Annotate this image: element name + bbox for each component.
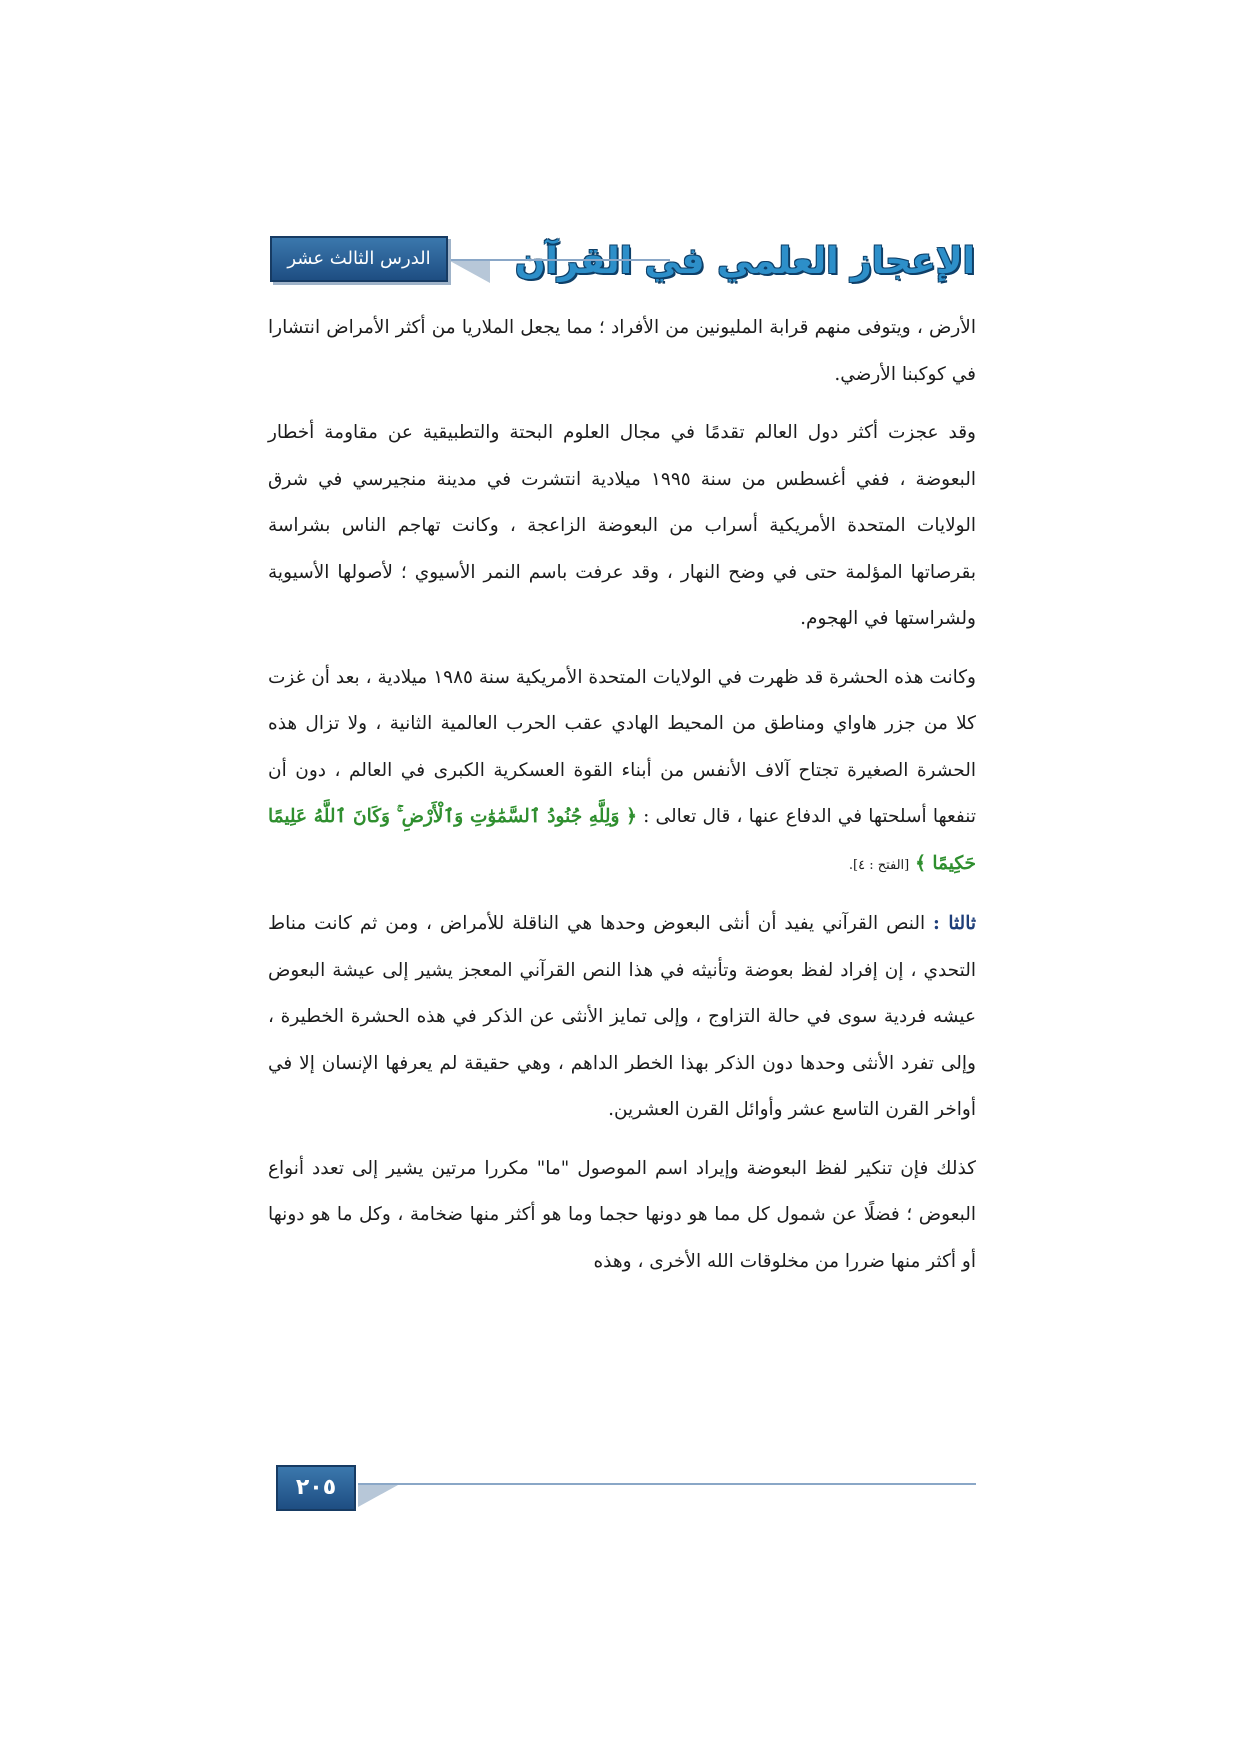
footer-divider-shade xyxy=(358,1485,398,1507)
paragraph-2: وقد عجزت أكثر دول العالم تقدمًا في مجال العلوم البحتة والتطبيقية عن مقاومة أخطار البعوضة ، ففي أغسطس من سنة ١٩٩٥ ميلادية انتشرت في مدينة منجيرسي في شرق الولايات المتحدة الأمريكية أسراب من البعوضة الزاعجة ، وكانت تهاجم الناس بشراسة بقرصاتها المؤلمة حتى في وضح النهار ، وقد عرفت باسم النمر الأسيوي ؛ لأصولها الأسيوية ولشراستها في الهجوم. xyxy=(268,422,976,629)
paragraph-5: كذلك فإن تنكير لفظ البعوضة وإيراد اسم الموصول "ما" مكررا مرتين يشير إلى تعدد أنواع البعوض ؛ فضلًا عن شمول كل مما هو دونها حجما وما هو أكثر منها ضخامة ، وكل ما هو دونها أو أكثر منها ضررا من مخلوقات الله الأخرى ، وهذه xyxy=(268,1157,976,1272)
lesson-label: الدرس الثالث عشر xyxy=(287,248,431,269)
page-number: ٢٠٥ xyxy=(295,1475,337,1500)
page-number-badge xyxy=(276,1465,356,1511)
header-divider-shade xyxy=(450,261,490,283)
paragraph-3-text: وكانت هذه الحشرة قد ظهرت في الولايات المتحدة الأمريكية سنة ١٩٨٥ ميلادية ، بعد أن غزت كلا من جزر هاواي ومناطق من المحيط الهادي عقب الحرب العالمية الثانية ، ولا تزال هذه الحشرة الصغيرة تجتاح آلاف الأنفس من أبناء القوة العسكرية الكبرى في العالم ، دون أن تنفعها أسلحتها في الدفاع عنها ، قال تعالى : xyxy=(268,666,976,827)
lesson-badge xyxy=(270,236,448,282)
paragraph-4-lead: ثالثا : xyxy=(933,913,976,934)
page-footer xyxy=(276,1475,976,1543)
paragraph-4-text: النص القرآني يفيد أن أنثى البعوض وحدها هي الناقلة للأمراض ، ومن ثم كانت مناط التحدي ، إن إفراد لفظ بعوضة وتأنيثه في هذا النص القرآني المعجز يشير إلى عيشة البعوض عيشه فردية سوى في حالة التزاوج ، وإلى تمايز الأنثى عن الذكر في هذه الحشرة الخطيرة ، وإلى تفرد الأنثى وحدها دون الذكر بهذا الخطر الداهم ، وهي حقيقة لم يعرفها الإنسان إلا في أواخر القرن التاسع عشر وأوائل القرن العشرين. xyxy=(268,913,976,1120)
quran-verse: ﴿ وَلِلَّهِ جُنُودُ ٱلسَّمَٰوَٰتِ وَٱلْأَرْضِ ۚ وَكَانَ ٱللَّهُ عَلِيمًا حَكِيمًا ﴾ xyxy=(268,806,976,874)
paragraph-3 xyxy=(268,655,976,890)
page-body xyxy=(268,305,976,1297)
verse-reference: [الفتح : ٤]. xyxy=(848,857,910,873)
book-title: الإعجاز العلمي في القرآن xyxy=(514,241,975,282)
paragraph-1: الأرض ، ويتوفى منهم قرابة المليونين من الأفراد ؛ مما يجعل الملاريا من أكثر الأمراض انتشارا في كوكبنا الأرضي. xyxy=(268,317,976,385)
paragraph-4 xyxy=(268,901,976,1134)
page-header xyxy=(270,236,975,288)
header-divider xyxy=(410,259,670,261)
footer-divider xyxy=(358,1483,976,1485)
